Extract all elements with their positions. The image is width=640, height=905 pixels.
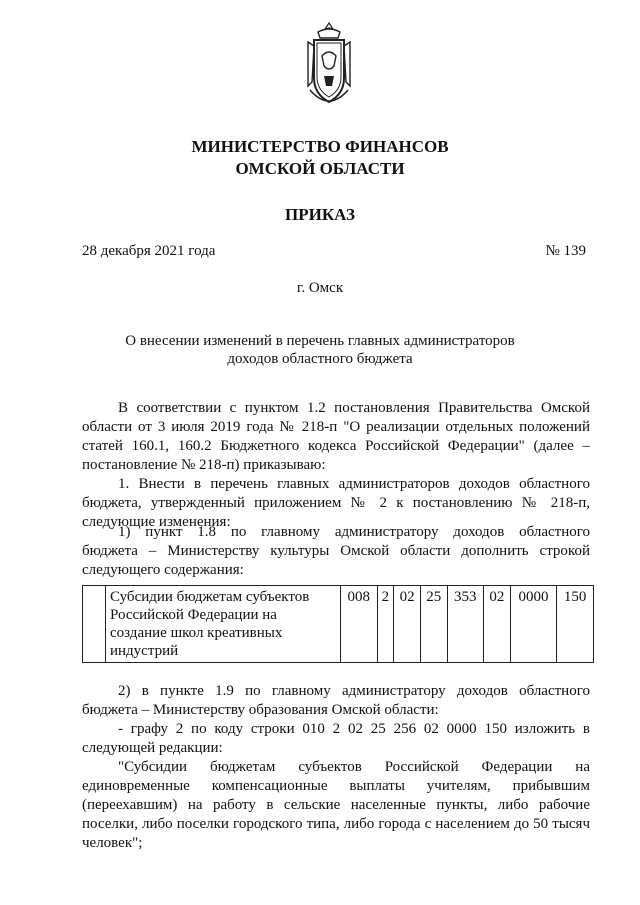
paragraph-line: - графу 2 по коду строки 010 2 02 25 256 02 0000 150 изложить в [118, 721, 590, 737]
subject-line: доходов областного бюджета [227, 351, 413, 367]
paragraph-line: 2) в пункте 1.9 по главному администратору доходов областного [118, 683, 590, 699]
table-cell-code: 150 [557, 586, 594, 663]
coat-of-arms-icon [302, 20, 356, 112]
paragraph-line: статей 160.1, 160.2 Бюджетного кодекса Российской Федерации" (далее – [82, 438, 590, 454]
document-date: 28 декабря 2021 года [82, 243, 216, 259]
table-cell-code: 008 [341, 586, 378, 663]
description-line: индустрий [110, 643, 179, 659]
paragraph-line: следующего содержания: [82, 562, 244, 578]
paragraph-line: человек"; [82, 835, 143, 851]
document-city: г. Омск [296, 280, 344, 296]
paragraph-line: (переехавшим) на работу в сельские населенные пункты, либо рабочие [82, 797, 590, 813]
table-cell-code: 2 [377, 586, 394, 663]
description-line: Российской Федерации на [110, 607, 277, 623]
paragraph-line: 1. Внести в перечень главных администраторов доходов областного [118, 476, 590, 492]
paragraph-line: 1) пункт 1.8 по главному администратору доходов областного [118, 524, 590, 540]
paragraph-line: постановление № 218-п) приказываю: [82, 457, 326, 473]
paragraph-line: поселки, либо поселки городского типа, либо города с населением до 50 тысяч [82, 816, 590, 832]
paragraph-line: бюджета, утвержденный приложением № 2 к постановлению № 218-п, [82, 495, 590, 511]
paragraph-line: следующей редакции: [82, 740, 223, 756]
paragraph-line: следующие изменения: [82, 514, 231, 530]
table-cell-code: 0000 [510, 586, 557, 663]
table-cell-code: 353 [447, 586, 484, 663]
paragraph-line: области от 3 июля 2019 года № 218-п "О реализации отдельных положений [82, 419, 590, 435]
table-cell-description [106, 586, 341, 663]
paragraph-line: В соответствии с пунктом 1.2 постановления Правительства Омской [118, 400, 590, 416]
paragraph-line: "Субсидии бюджетам субъектов Российской Федерации на [118, 759, 590, 775]
table-row [83, 586, 594, 663]
paragraph-line: единовременные компенсационные выплаты учителям, прибывшим [82, 778, 590, 794]
document-number: № 139 [545, 243, 586, 259]
income-codes-table [82, 585, 594, 663]
paragraph-line: бюджета – Министерству образования Омской области: [82, 702, 439, 718]
table-cell-code: 02 [484, 586, 511, 663]
subject-line: О внесении изменений в перечень главных администраторов [125, 333, 515, 349]
table-cell-code: 02 [394, 586, 421, 663]
table-cell-code: 25 [420, 586, 447, 663]
description-line: Субсидии бюджетам субъектов [110, 589, 310, 605]
ministry-name-line2: ОМСКОЙ ОБЛАСТИ [235, 159, 405, 178]
ministry-name-line1: МИНИСТЕРСТВО ФИНАНСОВ [191, 137, 449, 156]
paragraph-line: бюджета – Министерству культуры Омской области дополнить строкой [82, 543, 590, 559]
description-line: создание школ креативных [110, 625, 283, 641]
document-type: ПРИКАЗ [285, 205, 355, 224]
table-cell-empty [83, 586, 106, 663]
